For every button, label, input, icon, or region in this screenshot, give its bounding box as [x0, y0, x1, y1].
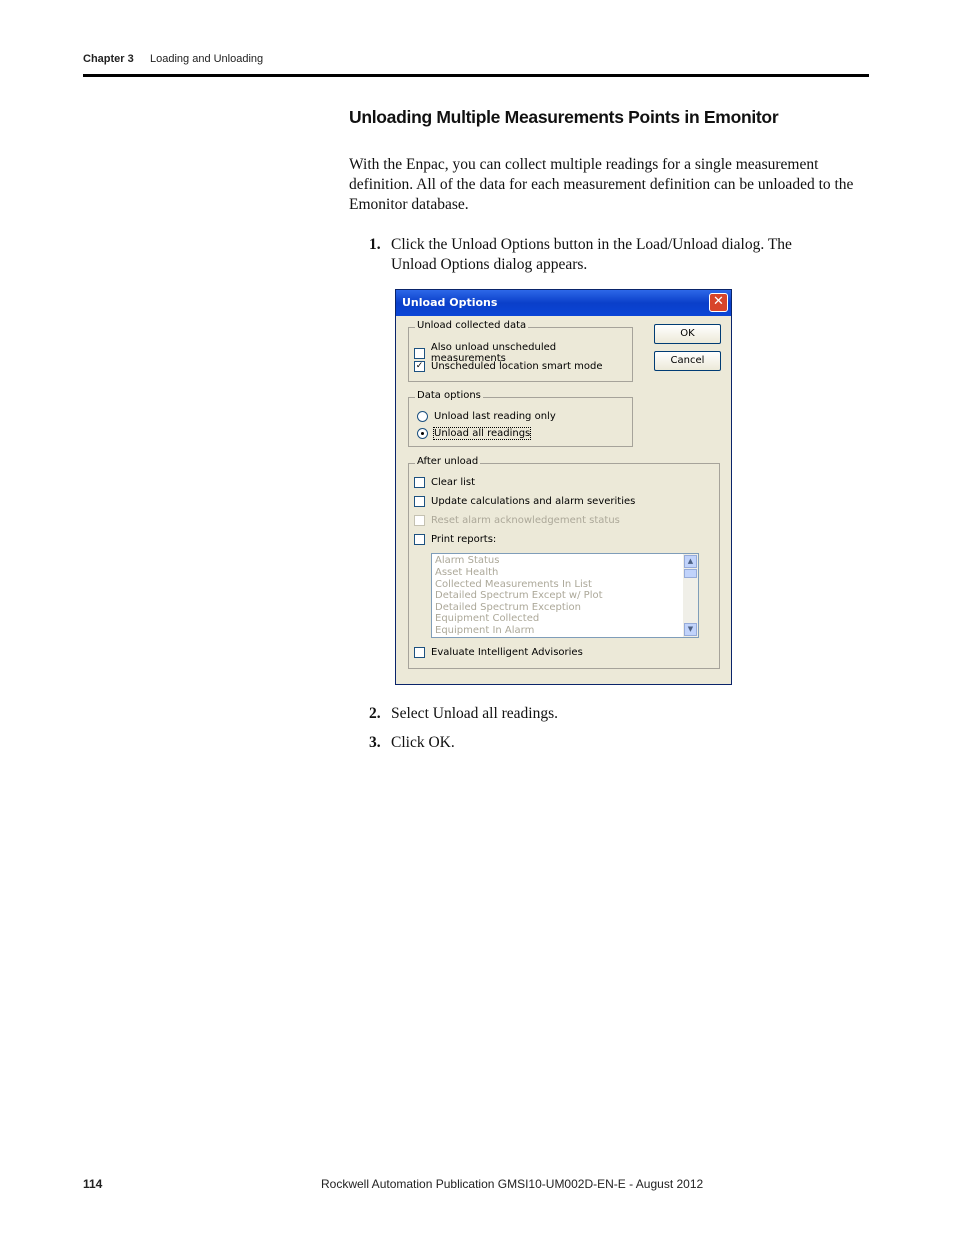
- list-item: Equipment Collected: [435, 613, 540, 624]
- step-2: [369, 704, 839, 724]
- list-item: Collected Measurements In List: [435, 579, 592, 590]
- list-item: Asset Health: [435, 567, 499, 578]
- update-calculations-checkbox[interactable]: [414, 496, 635, 507]
- checkbox-label: Reset alarm acknowledgement status: [431, 515, 620, 526]
- smart-mode-checkbox[interactable]: [414, 361, 603, 372]
- checkbox-box[interactable]: [414, 534, 425, 545]
- after-unload-group: [408, 456, 720, 669]
- step-text: Click the Unload Options button in the Load/Unload dialog. The Unload Options dialog appears.: [391, 236, 792, 273]
- list-item: Equipment In Alarm: [435, 625, 535, 636]
- section-title: Loading and Unloading: [150, 53, 264, 65]
- checkbox-label: Unscheduled location smart mode: [431, 361, 603, 372]
- step-text: Click OK.: [391, 734, 455, 751]
- step-text: Select Unload all readings.: [391, 705, 559, 722]
- step-number: 3.: [369, 734, 381, 751]
- group-legend: Unload collected data: [417, 320, 527, 331]
- dialog-titlebar: [396, 290, 731, 316]
- checkbox-label: Print reports:: [431, 534, 497, 545]
- checkbox-box[interactable]: [414, 647, 425, 658]
- radio-button[interactable]: [417, 411, 428, 422]
- checkmark-icon[interactable]: ✓: [415, 361, 424, 371]
- checkbox-box[interactable]: [414, 496, 425, 507]
- dialog-title: Unload Options: [402, 296, 498, 309]
- page-heading: Unloading Multiple Measurements Points in Emonitor: [349, 107, 779, 127]
- close-icon[interactable]: ✕: [709, 293, 728, 312]
- list-item: Detailed Spectrum Except w/ Plot: [435, 590, 603, 601]
- step-number: 2.: [369, 705, 381, 722]
- radio-label: Unload last reading only: [434, 411, 556, 422]
- list-item: Alarm Status: [435, 555, 500, 566]
- group-legend: Data options: [417, 390, 481, 401]
- step-number: 1.: [369, 236, 381, 253]
- data-options-group: [408, 390, 633, 447]
- reset-alarm-checkbox: [414, 515, 620, 526]
- checkbox-label: Also unload unscheduled measurements: [430, 342, 557, 364]
- publication-info: Rockwell Automation Publication GMSI10-UM002D-EN-E - August 2012: [321, 1177, 704, 1191]
- list-item: Detailed Spectrum Exception: [435, 602, 581, 613]
- step-1: [369, 235, 839, 275]
- list-scrollbar[interactable]: [683, 554, 698, 637]
- checkbox-box[interactable]: [414, 477, 425, 488]
- header-rule: [83, 74, 869, 77]
- checkbox-label: Update calculations and alarm severities: [431, 496, 636, 507]
- cancel-button[interactable]: Cancel: [654, 351, 721, 371]
- unload-options-dialog: [395, 289, 732, 685]
- intro-paragraph: With the Enpac, you can collect multiple readings for a single measurement definition. All of the data for each measurement definition can be unloaded to the Emonitor database.: [349, 156, 854, 213]
- reports-list[interactable]: [431, 553, 699, 638]
- step-3: [369, 733, 839, 753]
- checkbox-box[interactable]: [414, 348, 425, 359]
- evaluate-advisories-checkbox[interactable]: [414, 647, 583, 658]
- all-readings-radio[interactable]: [417, 428, 530, 439]
- scroll-down-icon[interactable]: ▼: [684, 623, 697, 636]
- group-legend: After unload: [417, 456, 479, 467]
- checkbox-box: [414, 515, 425, 526]
- chapter-label: Chapter 3: [83, 53, 134, 65]
- scroll-thumb[interactable]: [684, 569, 697, 578]
- print-reports-checkbox[interactable]: [414, 534, 496, 545]
- ok-button[interactable]: OK: [654, 324, 721, 344]
- last-reading-radio[interactable]: [417, 411, 556, 422]
- checkbox-label: Clear list: [431, 477, 476, 488]
- clear-list-checkbox[interactable]: [414, 477, 475, 488]
- radio-button[interactable]: [417, 428, 428, 439]
- checkbox-label: Evaluate Intelligent Advisories: [431, 647, 583, 658]
- page-number: 114: [83, 1177, 103, 1191]
- unload-collected-group: [408, 320, 633, 382]
- radio-label: Unload all readings: [434, 428, 531, 439]
- scroll-up-icon[interactable]: ▲: [684, 555, 697, 568]
